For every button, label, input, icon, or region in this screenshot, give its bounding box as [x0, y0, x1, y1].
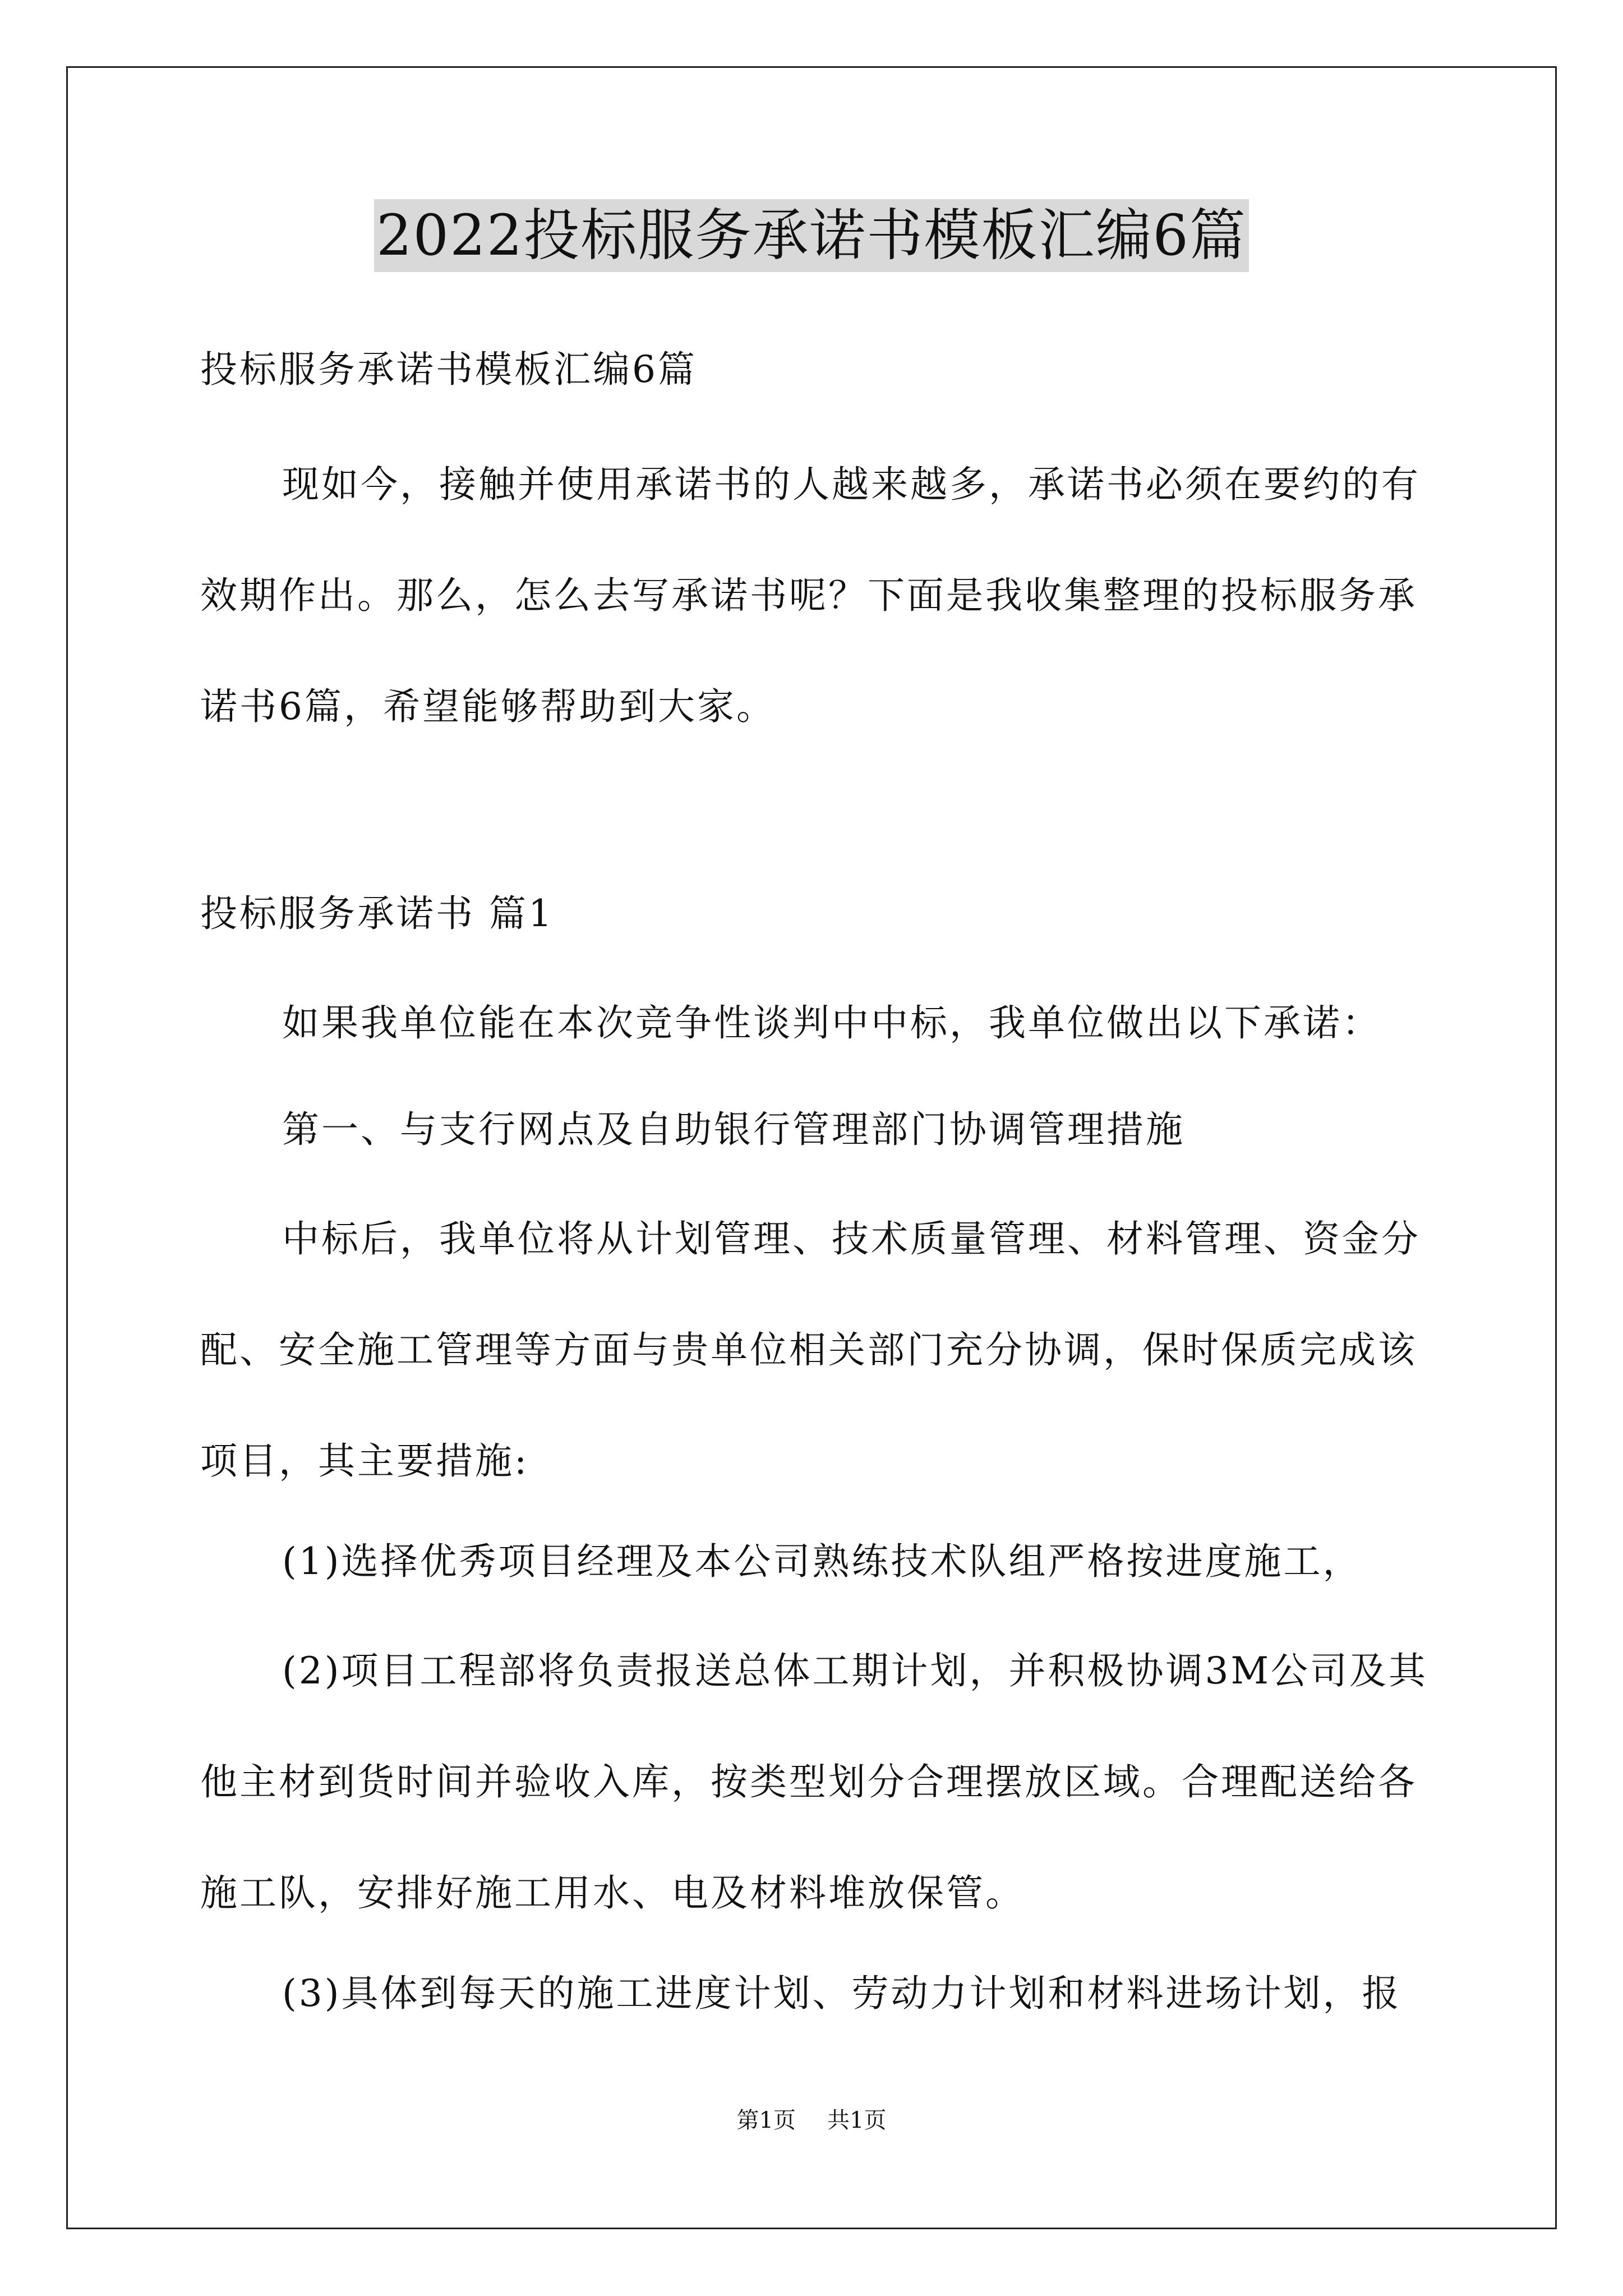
- document-subtitle: 投标服务承诺书模板汇编6篇: [200, 348, 697, 391]
- intro-paragraph: 现如今，接触并使用承诺书的人越来越多，承诺书必须在要约的有效期作出。那么，怎么去写承诺书呢？下面是我收集整理的投标服务承诺书6篇，希望能够帮助到大家。: [200, 463, 1421, 728]
- title-container: [0, 199, 1623, 272]
- paragraph-2: 第一、与支行网点及自助银行管理部门协调管理措施: [282, 1108, 1185, 1151]
- page-number: 第1页: [736, 2108, 796, 2133]
- page-footer: [0, 2104, 1623, 2137]
- document-title: 2022投标服务承诺书模板汇编6篇: [374, 199, 1249, 272]
- paragraph-4: (1)选择优秀项目经理及本公司熟练技术队组严格按进度施工，: [282, 1540, 1362, 1583]
- paragraph-3: 中标后，我单位将从计划管理、技术质量管理、材料管理、资金分配、安全施工管理等方面与贵单位相关部门充分协调，保时保质完成该项目，其主要措施:: [200, 1217, 1421, 1483]
- section-heading: 投标服务承诺书 篇1: [200, 892, 554, 935]
- paragraph-6: (3)具体到每天的施工进度计划、劳动力计划和材料进场计划，报: [282, 1972, 1401, 2015]
- page-total: 共1页: [827, 2108, 887, 2133]
- paragraph-5: (2)项目工程部将负责报送总体工期计划，并积极协调3M公司及其他主材到货时间并验收入库，按类型划分合理摆放区域。合理配送给各施工队，安排好施工用水、电及材料堆放保管。: [200, 1649, 1428, 1915]
- paragraph-1: 如果我单位能在本次竞争性谈判中中标，我单位做出以下承诺：: [282, 1001, 1381, 1045]
